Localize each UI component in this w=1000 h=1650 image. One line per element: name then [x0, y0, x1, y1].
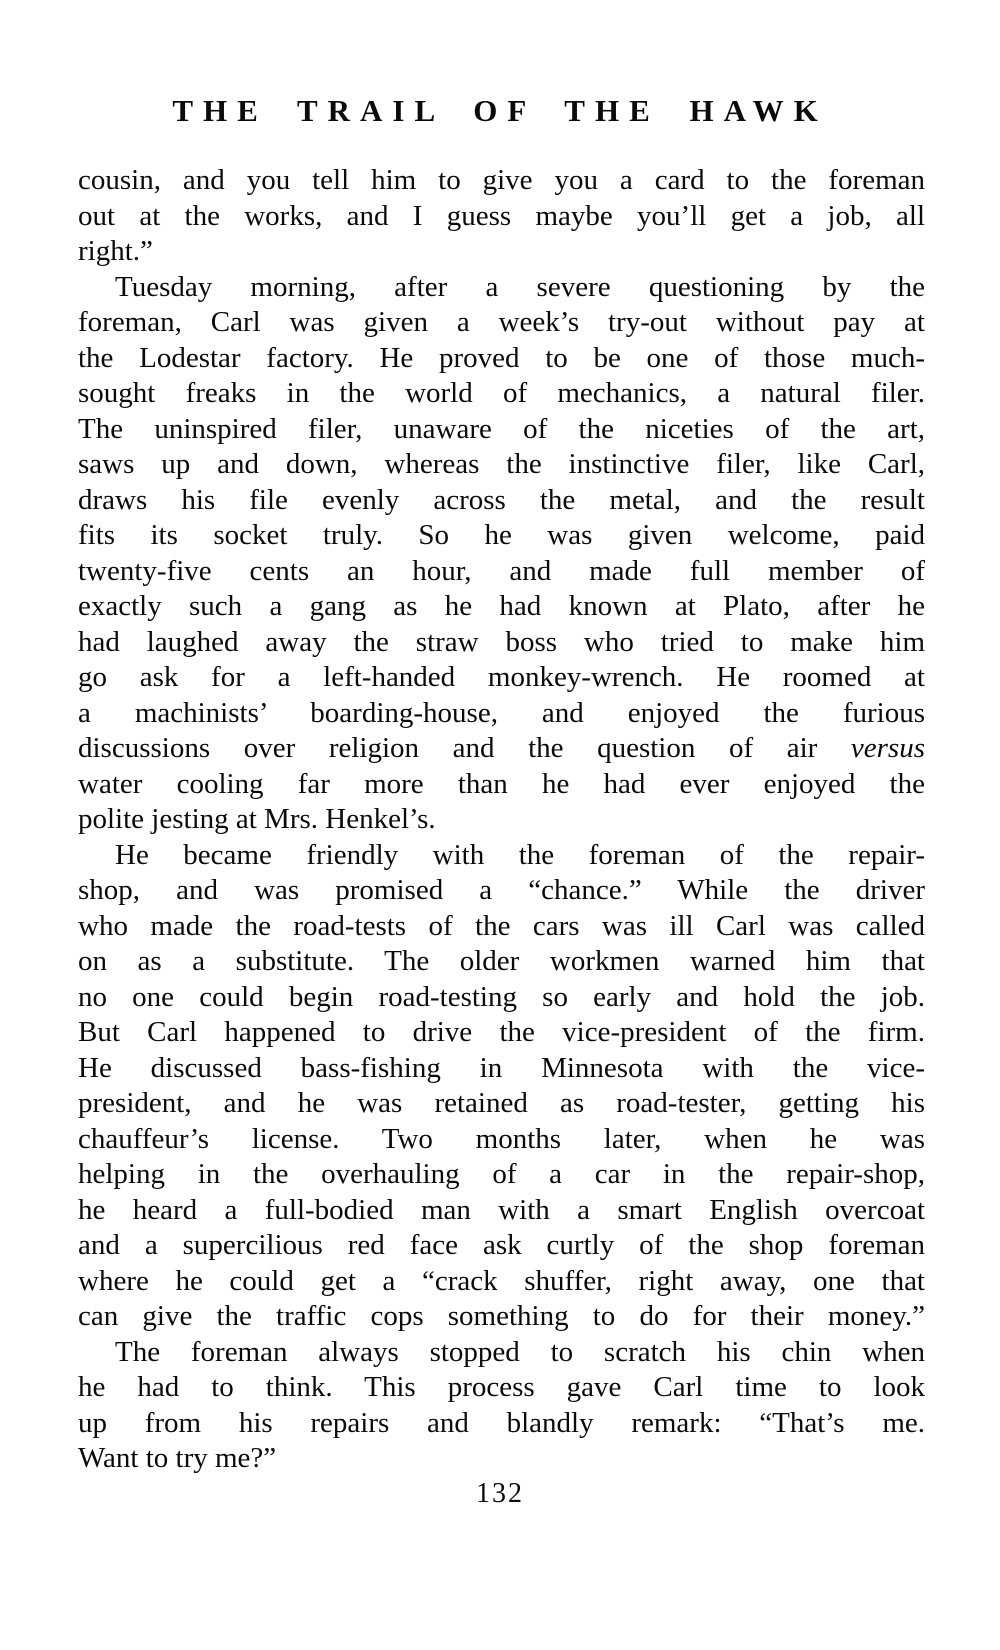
text-line: he heard a full-bodied man with a smart English overcoat: [78, 1193, 925, 1226]
text-line: out at the works, and I guess maybe you’ll get a job, all: [78, 199, 925, 232]
text-line: foreman, Carl was given a week’s try-out without pay at: [78, 306, 925, 338]
paragraph: [78, 270, 925, 838]
text-line: chauffeur’s license. Two months later, when he was: [78, 1122, 925, 1155]
text-line: polite jesting at Mrs. Henkel’s.: [78, 803, 436, 835]
text-line: sought freaks in the world of mechanics, a natural filer.: [78, 377, 925, 409]
text-line: go ask for a left-handed monkey-wrench. He roomed at: [78, 661, 925, 693]
text-line: no one could begin road-testing so early and hold the job.: [78, 980, 925, 1013]
text-line: water cooling far more than he had ever enjoyed the: [78, 767, 925, 800]
text-line: shop, and was promised a “chance.” While the driver: [78, 874, 925, 906]
text-line: had laughed away the straw boss who tried to make him: [78, 625, 925, 658]
text-line: The uninspired filer, unaware of the niceties of the art,: [78, 412, 925, 445]
versus-italic: versus: [850, 732, 925, 764]
text-line: draws his file evenly across the metal, and the result: [78, 483, 925, 516]
page-body: [78, 163, 925, 1477]
text-line: on as a substitute. The older workmen warned him that: [78, 945, 925, 977]
running-head: THE TRAIL OF THE HAWK: [172, 93, 828, 128]
page-number: 132: [476, 1478, 524, 1509]
text-line: He became friendly with the foreman of the repair-: [115, 838, 925, 871]
paragraph: [78, 838, 925, 1335]
text-line: Tuesday morning, after a severe questioning by the: [115, 270, 925, 303]
paragraph: [78, 163, 925, 270]
text-line: But Carl happened to drive the vice-president of the firm.: [78, 1016, 925, 1048]
text-line: Want to try me?”: [78, 1442, 277, 1474]
text-line: cousin, and you tell him to give you a card to the foreman: [78, 164, 925, 196]
paragraph: [78, 1335, 925, 1477]
text-line: and a supercilious red face ask curtly of the shop foreman: [78, 1229, 925, 1261]
text-line: discussions over religion and the question of air versus: [78, 732, 925, 764]
text-line: president, and he was retained as road-tester, getting his: [78, 1087, 925, 1119]
text-line: can give the traffic cops something to do for their money.”: [78, 1300, 925, 1332]
text-line: he had to think. This process gave Carl time to look: [78, 1371, 925, 1403]
text-line: He discussed bass-fishing in Minnesota with the vice-: [78, 1051, 925, 1084]
text-line: a machinists’ boarding-house, and enjoyed the furious: [78, 696, 925, 729]
text-line: who made the road-tests of the cars was ill Carl was called: [78, 909, 925, 942]
text-line: up from his repairs and blandly remark: “That’s me.: [78, 1406, 925, 1439]
text-line: twenty-five cents an hour, and made full member of: [78, 554, 925, 587]
text-line: saws up and down, whereas the instinctive filer, like Carl,: [78, 448, 925, 480]
text-line: helping in the overhauling of a car in the repair-shop,: [78, 1158, 925, 1190]
text-line: the Lodestar factory. He proved to be one of those much-: [78, 341, 925, 374]
text-line: where he could get a “crack shuffer, right away, one that: [78, 1264, 925, 1297]
text-line: fits its socket truly. So he was given welcome, paid: [78, 519, 925, 551]
text-line: The foreman always stopped to scratch his chin when: [115, 1335, 925, 1368]
text-line: right.”: [78, 235, 153, 267]
text-line: exactly such a gang as he had known at Plato, after he: [78, 590, 925, 622]
